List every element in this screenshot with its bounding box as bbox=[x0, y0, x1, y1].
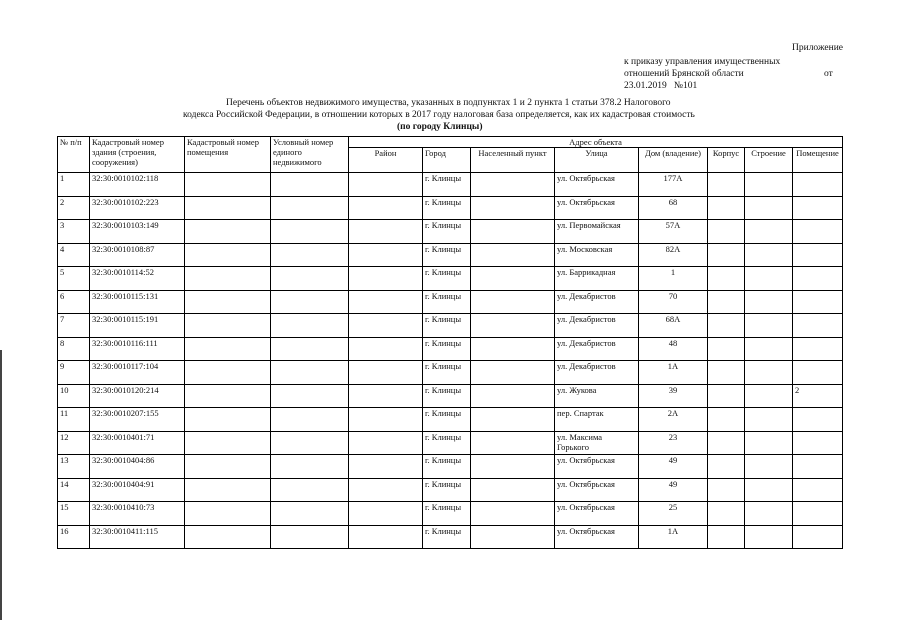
cell-korpus bbox=[708, 314, 745, 338]
cell-house: 1 bbox=[639, 267, 708, 291]
cell-settlement bbox=[471, 455, 555, 479]
cell-stroenie bbox=[745, 455, 793, 479]
cell-stroenie bbox=[745, 314, 793, 338]
cell-room bbox=[793, 173, 843, 197]
table-row bbox=[58, 478, 843, 502]
cell-conditional-number bbox=[271, 455, 349, 479]
cell-city: г. Клинцы bbox=[423, 361, 471, 385]
cell-district bbox=[349, 502, 423, 526]
cell-street: ул. Декабристов bbox=[555, 314, 639, 338]
table-row bbox=[58, 290, 843, 314]
cell-room-cad bbox=[185, 314, 271, 338]
cell-korpus bbox=[708, 337, 745, 361]
cell-district bbox=[349, 220, 423, 244]
cell-room-cad bbox=[185, 384, 271, 408]
cell-korpus bbox=[708, 525, 745, 549]
cell-building-cad: 32:30:0010102:118 bbox=[90, 173, 185, 197]
cell-room-cad bbox=[185, 408, 271, 432]
table-row bbox=[58, 314, 843, 338]
cell-room bbox=[793, 290, 843, 314]
table-row bbox=[58, 361, 843, 385]
table-row bbox=[58, 243, 843, 267]
cell-row-number: 15 bbox=[58, 502, 90, 526]
cell-building-cad: 32:30:0010117:104 bbox=[90, 361, 185, 385]
cell-room bbox=[793, 478, 843, 502]
header-conditional-number: Условный номер единого недвижимого bbox=[271, 137, 349, 173]
header-city: Город bbox=[423, 148, 471, 173]
cell-street: ул. Жукова bbox=[555, 384, 639, 408]
cell-house: 49 bbox=[639, 478, 708, 502]
cell-room bbox=[793, 196, 843, 220]
cell-house: 82А bbox=[639, 243, 708, 267]
cell-street: ул. Декабристов bbox=[555, 290, 639, 314]
cell-building-cad: 32:30:0010404:86 bbox=[90, 455, 185, 479]
header-house: Дом (владение) bbox=[639, 148, 708, 173]
cell-row-number: 14 bbox=[58, 478, 90, 502]
cell-room-cad bbox=[185, 525, 271, 549]
cell-building-cad: 32:30:0010114:52 bbox=[90, 267, 185, 291]
appendix-order-line: к приказу управления имущественных bbox=[624, 57, 781, 67]
cell-row-number: 11 bbox=[58, 408, 90, 432]
cell-building-cad: 32:30:0010411:115 bbox=[90, 525, 185, 549]
cell-korpus bbox=[708, 455, 745, 479]
cell-room-cad bbox=[185, 502, 271, 526]
cell-settlement bbox=[471, 525, 555, 549]
cell-settlement bbox=[471, 384, 555, 408]
cell-stroenie bbox=[745, 173, 793, 197]
cell-house: 39 bbox=[639, 384, 708, 408]
cell-settlement bbox=[471, 243, 555, 267]
cell-conditional-number bbox=[271, 290, 349, 314]
cell-city: г. Клинцы bbox=[423, 314, 471, 338]
cell-stroenie bbox=[745, 384, 793, 408]
cell-settlement bbox=[471, 408, 555, 432]
appendix-label: Приложение bbox=[792, 43, 843, 53]
cell-korpus bbox=[708, 267, 745, 291]
cell-conditional-number bbox=[271, 361, 349, 385]
header-stroenie: Строение bbox=[745, 148, 793, 173]
header-pomeshenie: Помещение bbox=[793, 148, 843, 173]
cell-settlement bbox=[471, 290, 555, 314]
cell-row-number: 10 bbox=[58, 384, 90, 408]
table-row bbox=[58, 196, 843, 220]
cell-settlement bbox=[471, 478, 555, 502]
cell-district bbox=[349, 455, 423, 479]
cell-korpus bbox=[708, 173, 745, 197]
cell-building-cad: 32:30:0010116:111 bbox=[90, 337, 185, 361]
cell-room-cad bbox=[185, 220, 271, 244]
cell-building-cad: 32:30:0010401:71 bbox=[90, 431, 185, 455]
cell-conditional-number bbox=[271, 478, 349, 502]
cell-district bbox=[349, 525, 423, 549]
cell-street: ул. Баррикадная bbox=[555, 267, 639, 291]
cell-district bbox=[349, 408, 423, 432]
cell-house: 2А bbox=[639, 408, 708, 432]
cell-city: г. Клинцы bbox=[423, 478, 471, 502]
cell-room-cad bbox=[185, 267, 271, 291]
cell-stroenie bbox=[745, 267, 793, 291]
cell-house: 23 bbox=[639, 431, 708, 455]
cell-city: г. Клинцы bbox=[423, 337, 471, 361]
header-num: № п/п bbox=[58, 137, 90, 173]
cell-conditional-number bbox=[271, 220, 349, 244]
cell-settlement bbox=[471, 220, 555, 244]
cell-city: г. Клинцы bbox=[423, 431, 471, 455]
cell-city: г. Клинцы bbox=[423, 173, 471, 197]
cell-building-cad: 32:30:0010102:223 bbox=[90, 196, 185, 220]
cell-stroenie bbox=[745, 361, 793, 385]
cell-conditional-number bbox=[271, 525, 349, 549]
cell-street: пер. Спартак bbox=[555, 408, 639, 432]
cell-city: г. Клинцы bbox=[423, 525, 471, 549]
cell-room bbox=[793, 502, 843, 526]
cell-stroenie bbox=[745, 408, 793, 432]
cell-building-cad: 32:30:0010115:191 bbox=[90, 314, 185, 338]
cell-house: 68 bbox=[639, 196, 708, 220]
cell-conditional-number bbox=[271, 408, 349, 432]
cell-district bbox=[349, 361, 423, 385]
cell-street: ул. Октябрьская bbox=[555, 173, 639, 197]
table-row bbox=[58, 525, 843, 549]
objects-table bbox=[57, 136, 843, 549]
cell-building-cad: 32:30:0010410:73 bbox=[90, 502, 185, 526]
cell-street: ул. Октябрьская bbox=[555, 502, 639, 526]
scan-edge-mark bbox=[0, 350, 2, 620]
cell-room bbox=[793, 337, 843, 361]
table-row bbox=[58, 337, 843, 361]
table-row bbox=[58, 267, 843, 291]
cell-room-cad bbox=[185, 455, 271, 479]
cell-building-cad: 32:30:0010115:131 bbox=[90, 290, 185, 314]
cell-row-number: 6 bbox=[58, 290, 90, 314]
cell-district bbox=[349, 290, 423, 314]
cell-city: г. Клинцы bbox=[423, 267, 471, 291]
cell-street: ул. Октябрьская bbox=[555, 455, 639, 479]
header-district: Район bbox=[349, 148, 423, 173]
table-row bbox=[58, 220, 843, 244]
cell-building-cad: 32:30:0010103:149 bbox=[90, 220, 185, 244]
cell-row-number: 12 bbox=[58, 431, 90, 455]
cell-settlement bbox=[471, 337, 555, 361]
cell-row-number: 13 bbox=[58, 455, 90, 479]
cell-city: г. Клинцы bbox=[423, 243, 471, 267]
table-row bbox=[58, 455, 843, 479]
cell-street: ул. Декабристов bbox=[555, 337, 639, 361]
table-row bbox=[58, 431, 843, 455]
cell-conditional-number bbox=[271, 502, 349, 526]
cell-city: г. Клинцы bbox=[423, 502, 471, 526]
table-row bbox=[58, 173, 843, 197]
document-title-line-2: кодекса Российской Федерации, в отношении которых в 2017 году налоговая база определяется, как их кадастровая стоимость bbox=[183, 110, 695, 120]
cell-room-cad bbox=[185, 243, 271, 267]
cell-district bbox=[349, 478, 423, 502]
header-address: Адрес объекта bbox=[349, 137, 843, 148]
cell-row-number: 16 bbox=[58, 525, 90, 549]
cell-settlement bbox=[471, 173, 555, 197]
cell-room bbox=[793, 431, 843, 455]
header-korpus: Корпус bbox=[708, 148, 745, 173]
cell-house: 57А bbox=[639, 220, 708, 244]
cell-conditional-number bbox=[271, 384, 349, 408]
cell-settlement bbox=[471, 361, 555, 385]
cell-house: 48 bbox=[639, 337, 708, 361]
cell-conditional-number bbox=[271, 173, 349, 197]
cell-row-number: 7 bbox=[58, 314, 90, 338]
cell-stroenie bbox=[745, 290, 793, 314]
cell-korpus bbox=[708, 361, 745, 385]
cell-conditional-number bbox=[271, 337, 349, 361]
cell-korpus bbox=[708, 196, 745, 220]
cell-korpus bbox=[708, 384, 745, 408]
header-room-cad: Кадастровый номер помещения bbox=[185, 137, 271, 173]
cell-row-number: 8 bbox=[58, 337, 90, 361]
table-row bbox=[58, 384, 843, 408]
cell-city: г. Клинцы bbox=[423, 290, 471, 314]
cell-row-number: 5 bbox=[58, 267, 90, 291]
cell-stroenie bbox=[745, 196, 793, 220]
cell-conditional-number bbox=[271, 196, 349, 220]
cell-street: ул. Максима Горького bbox=[555, 431, 639, 455]
cell-room-cad bbox=[185, 337, 271, 361]
cell-room bbox=[793, 220, 843, 244]
cell-house: 1А bbox=[639, 361, 708, 385]
cell-room: 2 bbox=[793, 384, 843, 408]
cell-street: ул. Октябрьская bbox=[555, 478, 639, 502]
cell-stroenie bbox=[745, 478, 793, 502]
document-title-city: (по городу Клинцы) bbox=[397, 122, 483, 132]
cell-stroenie bbox=[745, 243, 793, 267]
cell-house: 70 bbox=[639, 290, 708, 314]
table-row bbox=[58, 408, 843, 432]
cell-room-cad bbox=[185, 478, 271, 502]
cell-room-cad bbox=[185, 173, 271, 197]
cell-stroenie bbox=[745, 502, 793, 526]
cell-street: ул. Первомайская bbox=[555, 220, 639, 244]
table-row bbox=[58, 502, 843, 526]
cell-city: г. Клинцы bbox=[423, 384, 471, 408]
cell-room-cad bbox=[185, 196, 271, 220]
cell-city: г. Клинцы bbox=[423, 455, 471, 479]
header-building-cad: Кадастровый номер здания (строения, сооружения) bbox=[90, 137, 185, 173]
cell-room bbox=[793, 525, 843, 549]
cell-room-cad bbox=[185, 290, 271, 314]
cell-settlement bbox=[471, 431, 555, 455]
cell-korpus bbox=[708, 502, 745, 526]
cell-street: ул. Московская bbox=[555, 243, 639, 267]
cell-korpus bbox=[708, 220, 745, 244]
cell-room-cad bbox=[185, 361, 271, 385]
cell-stroenie bbox=[745, 220, 793, 244]
cell-row-number: 9 bbox=[58, 361, 90, 385]
cell-city: г. Клинцы bbox=[423, 408, 471, 432]
cell-district bbox=[349, 173, 423, 197]
cell-house: 25 bbox=[639, 502, 708, 526]
cell-room bbox=[793, 361, 843, 385]
cell-room bbox=[793, 267, 843, 291]
cell-settlement bbox=[471, 314, 555, 338]
header-street: Улица bbox=[555, 148, 639, 173]
cell-street: ул. Декабристов bbox=[555, 361, 639, 385]
cell-city: г. Клинцы bbox=[423, 196, 471, 220]
cell-room bbox=[793, 455, 843, 479]
cell-street: ул. Октябрьская bbox=[555, 525, 639, 549]
cell-korpus bbox=[708, 431, 745, 455]
cell-conditional-number bbox=[271, 267, 349, 291]
cell-stroenie bbox=[745, 337, 793, 361]
cell-row-number: 2 bbox=[58, 196, 90, 220]
cell-house: 177А bbox=[639, 173, 708, 197]
cell-district bbox=[349, 267, 423, 291]
cell-building-cad: 32:30:0010404:91 bbox=[90, 478, 185, 502]
cell-room bbox=[793, 243, 843, 267]
cell-district bbox=[349, 384, 423, 408]
appendix-authority-line: отношений Брянской области bbox=[624, 69, 744, 79]
cell-room-cad bbox=[185, 431, 271, 455]
cell-korpus bbox=[708, 478, 745, 502]
cell-city: г. Клинцы bbox=[423, 220, 471, 244]
cell-stroenie bbox=[745, 431, 793, 455]
cell-district bbox=[349, 196, 423, 220]
cell-settlement bbox=[471, 267, 555, 291]
cell-room bbox=[793, 408, 843, 432]
document-title-line-1: Перечень объектов недвижимого имущества, указанных в подпунктах 1 и 2 пункта 1 статьи 378.2 Налогового bbox=[226, 98, 671, 108]
cell-settlement bbox=[471, 196, 555, 220]
cell-district bbox=[349, 431, 423, 455]
cell-row-number: 3 bbox=[58, 220, 90, 244]
cell-district bbox=[349, 337, 423, 361]
cell-house: 68А bbox=[639, 314, 708, 338]
cell-settlement bbox=[471, 502, 555, 526]
cell-conditional-number bbox=[271, 243, 349, 267]
cell-korpus bbox=[708, 290, 745, 314]
cell-conditional-number bbox=[271, 314, 349, 338]
header-settlement: Населенный пункт bbox=[471, 148, 555, 173]
cell-conditional-number bbox=[271, 431, 349, 455]
cell-district bbox=[349, 314, 423, 338]
cell-korpus bbox=[708, 243, 745, 267]
cell-korpus bbox=[708, 408, 745, 432]
appendix-date-number: 23.01.2019 №101 bbox=[624, 81, 698, 91]
cell-street: ул. Октябрьская bbox=[555, 196, 639, 220]
cell-row-number: 1 bbox=[58, 173, 90, 197]
cell-building-cad: 32:30:0010207:155 bbox=[90, 408, 185, 432]
cell-house: 1А bbox=[639, 525, 708, 549]
appendix-from-label: от bbox=[824, 69, 833, 79]
cell-house: 49 bbox=[639, 455, 708, 479]
cell-stroenie bbox=[745, 525, 793, 549]
cell-district bbox=[349, 243, 423, 267]
cell-building-cad: 32:30:0010108:87 bbox=[90, 243, 185, 267]
cell-row-number: 4 bbox=[58, 243, 90, 267]
cell-room bbox=[793, 314, 843, 338]
cell-building-cad: 32:30:0010120:214 bbox=[90, 384, 185, 408]
